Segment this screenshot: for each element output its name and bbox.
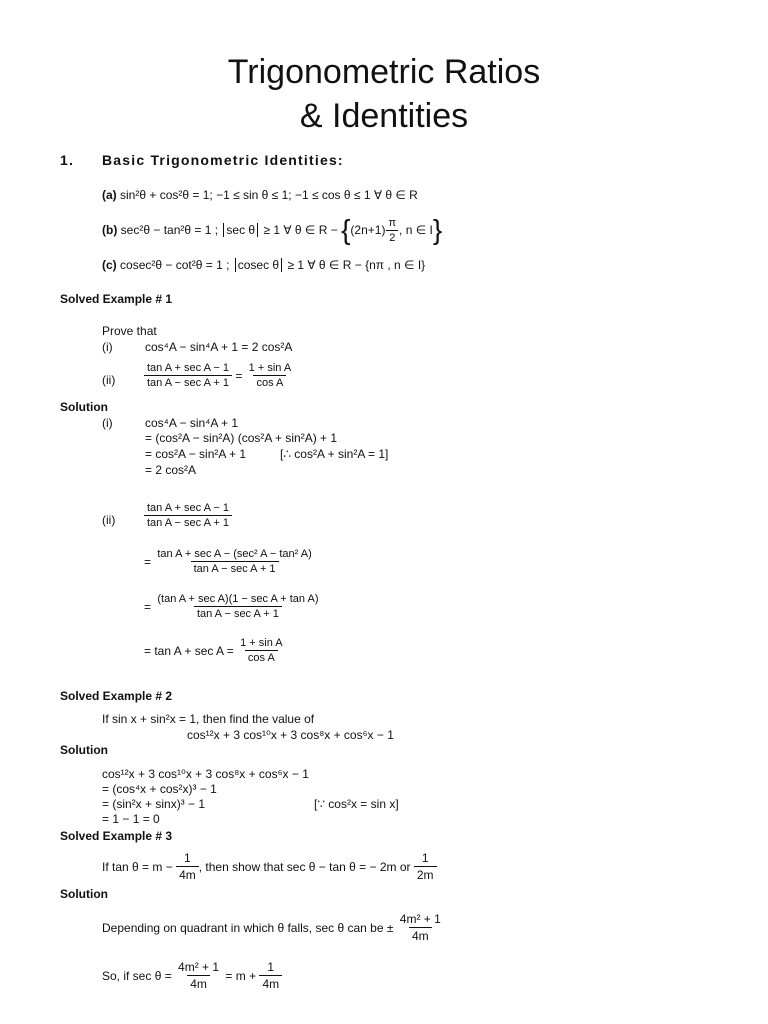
fraction: [397, 912, 444, 943]
identity-b: [102, 214, 442, 246]
solution-label: Solution: [60, 743, 108, 757]
page-title: Trigonometric Ratios: [227, 53, 541, 91]
solution-label: Solution: [60, 887, 108, 901]
example-3-question: [102, 851, 437, 882]
example-2-line-1: cos¹²x + 3 cos¹⁰x + 3 cos⁸x + cos⁶x − 1: [102, 767, 309, 781]
abs-bar-left: [223, 223, 224, 237]
equals-sign: =: [235, 368, 243, 383]
identity-b-text: sec²θ − tan²θ = 1 ;: [120, 223, 219, 237]
example-3-heading: Solved Example # 3: [60, 829, 173, 843]
solution-i-line-3: = cos²A − sin²A + 1: [145, 447, 247, 461]
example-1-heading: Solved Example # 1: [60, 292, 173, 306]
denominator: cos A: [253, 375, 286, 389]
fraction: [154, 593, 321, 620]
fraction: [144, 362, 232, 389]
solution-i-label: (i): [102, 416, 113, 430]
denominator: 4m: [176, 866, 199, 882]
section-number: 1.: [60, 152, 75, 168]
numerator: 1 + sin A: [248, 362, 292, 374]
numerator: tan A + sec A − 1: [147, 502, 229, 514]
fraction: [176, 851, 199, 882]
final-text: = tan A + sec A =: [144, 643, 234, 658]
pi-over-two: [385, 217, 399, 244]
example-2-line-4: = 1 − 1 = 0: [102, 812, 160, 826]
fraction: [154, 548, 314, 575]
solution-ii-label: (ii): [102, 513, 116, 527]
denominator: tan A − sec A + 1: [144, 375, 232, 389]
denominator: tan A − sec A + 1: [191, 561, 279, 575]
identity-b-label: (b): [102, 223, 118, 237]
fraction: [414, 851, 437, 882]
solution-text: Depending on quadrant in which θ falls, sec θ can be ±: [102, 920, 394, 935]
solution-i-line-1: cos⁴A − sin⁴A + 1: [145, 416, 239, 430]
page-title-line2: & Identities: [299, 97, 469, 135]
numerator: 4m² + 1: [399, 912, 441, 926]
numerator: (tan A + sec A)(1 − sec A + tan A): [157, 593, 319, 605]
numerator: tan A + sec A − (sec² A − tan² A): [157, 548, 312, 560]
solution-ii-step-1: [144, 502, 232, 529]
denominator: tan A − sec A + 1: [144, 515, 232, 529]
solution-label: Solution: [60, 400, 108, 414]
abs-bar-right: [257, 223, 258, 237]
example-2-note: [∵ cos²x = sin x]: [314, 797, 399, 811]
solution-text: = m +: [225, 968, 257, 983]
brace-open: {: [341, 214, 351, 245]
part-i-statement: cos⁴A − sin⁴A + 1 = 2 cos²A: [145, 340, 293, 354]
denominator: 4m: [409, 927, 432, 943]
fraction: [237, 637, 286, 664]
part-i-label: (i): [102, 340, 113, 354]
question-text: , then show that sec θ − tan θ = − 2m or: [198, 859, 411, 874]
numerator: 1 + sin A: [240, 637, 283, 649]
numerator: 1: [184, 851, 191, 865]
example-2-question-1: If sin x + sin²x = 1, then find the value of: [102, 712, 315, 726]
identity-c-label: (c): [102, 258, 117, 272]
identity-b-abs: sec θ: [226, 223, 256, 237]
numerator: tan A + sec A − 1: [147, 362, 229, 374]
denominator: 4m: [187, 975, 210, 991]
identity-b-set-post: , n ∈ I: [399, 223, 433, 237]
prove-that: Prove that: [102, 324, 157, 338]
numerator: 1: [267, 960, 275, 974]
part-ii-statement: [144, 362, 294, 389]
pi-numerator: π: [388, 216, 397, 229]
solution-ii-step-3: [144, 593, 322, 620]
fraction: [259, 960, 282, 991]
solution-i-line-4: = 2 cos²A: [145, 463, 197, 477]
numerator: 4m² + 1: [178, 960, 220, 974]
identity-a-label: (a): [102, 188, 117, 202]
denominator: 2m: [414, 866, 437, 882]
example-2-line-2: = (cos⁴x + cos²x)³ − 1: [102, 782, 217, 796]
numerator: 1: [421, 851, 429, 865]
abs-bar-right: [281, 258, 282, 272]
pi-denominator: 2: [386, 230, 398, 244]
identity-c: [102, 258, 425, 272]
fraction: [175, 960, 222, 991]
identity-c-set: {nπ , n ∈ I}: [365, 258, 426, 272]
identity-b-set-pre: (2n+1): [350, 223, 386, 237]
example-2-question-2: cos¹²x + 3 cos¹⁰x + 3 cos⁸x + cos⁶x − 1: [187, 728, 394, 742]
solution-i-line-2: = (cos²A − sin²A) (cos²A + sin²A) + 1: [145, 431, 338, 445]
solution-i-note: [∴ cos²A + sin²A = 1]: [280, 447, 389, 461]
fraction: [144, 502, 232, 529]
denominator: cos A: [245, 650, 278, 664]
part-ii-label: (ii): [102, 373, 116, 387]
example-2-heading: Solved Example # 2: [60, 689, 173, 703]
solution-ii-step-2: [144, 548, 315, 575]
identity-c-cond: ≥ 1 ∀ θ ∈ R −: [287, 258, 362, 272]
fraction: [246, 362, 295, 389]
identity-c-text: cosec²θ − cot²θ = 1 ;: [120, 258, 230, 272]
denominator: 4m: [259, 975, 282, 991]
denominator: tan A − sec A + 1: [194, 606, 282, 620]
identity-a: [102, 188, 418, 202]
identity-b-cond: ≥ 1 ∀ θ ∈ R −: [263, 223, 338, 237]
identity-c-abs: cosec θ: [237, 258, 280, 272]
solution-ii-step-4: [144, 637, 286, 664]
abs-bar-left: [235, 258, 236, 272]
brace-close: }: [432, 214, 443, 245]
section-heading: Basic Trigonometric Identities:: [102, 152, 344, 168]
question-text: If tan θ = m −: [102, 859, 173, 874]
example-3-solution-line-1: [102, 912, 444, 943]
example-3-solution-line-2: [102, 960, 282, 991]
solution-text: So, if sec θ =: [102, 968, 172, 983]
equals-sign: =: [144, 599, 152, 614]
identity-a-text: sin²θ + cos²θ = 1; −1 ≤ sin θ ≤ 1; −1 ≤ cos θ ≤ 1 ∀ θ ∈ R: [120, 188, 418, 202]
equals-sign: =: [144, 554, 152, 569]
example-2-line-3: = (sin²x + sinx)³ − 1: [102, 797, 206, 811]
